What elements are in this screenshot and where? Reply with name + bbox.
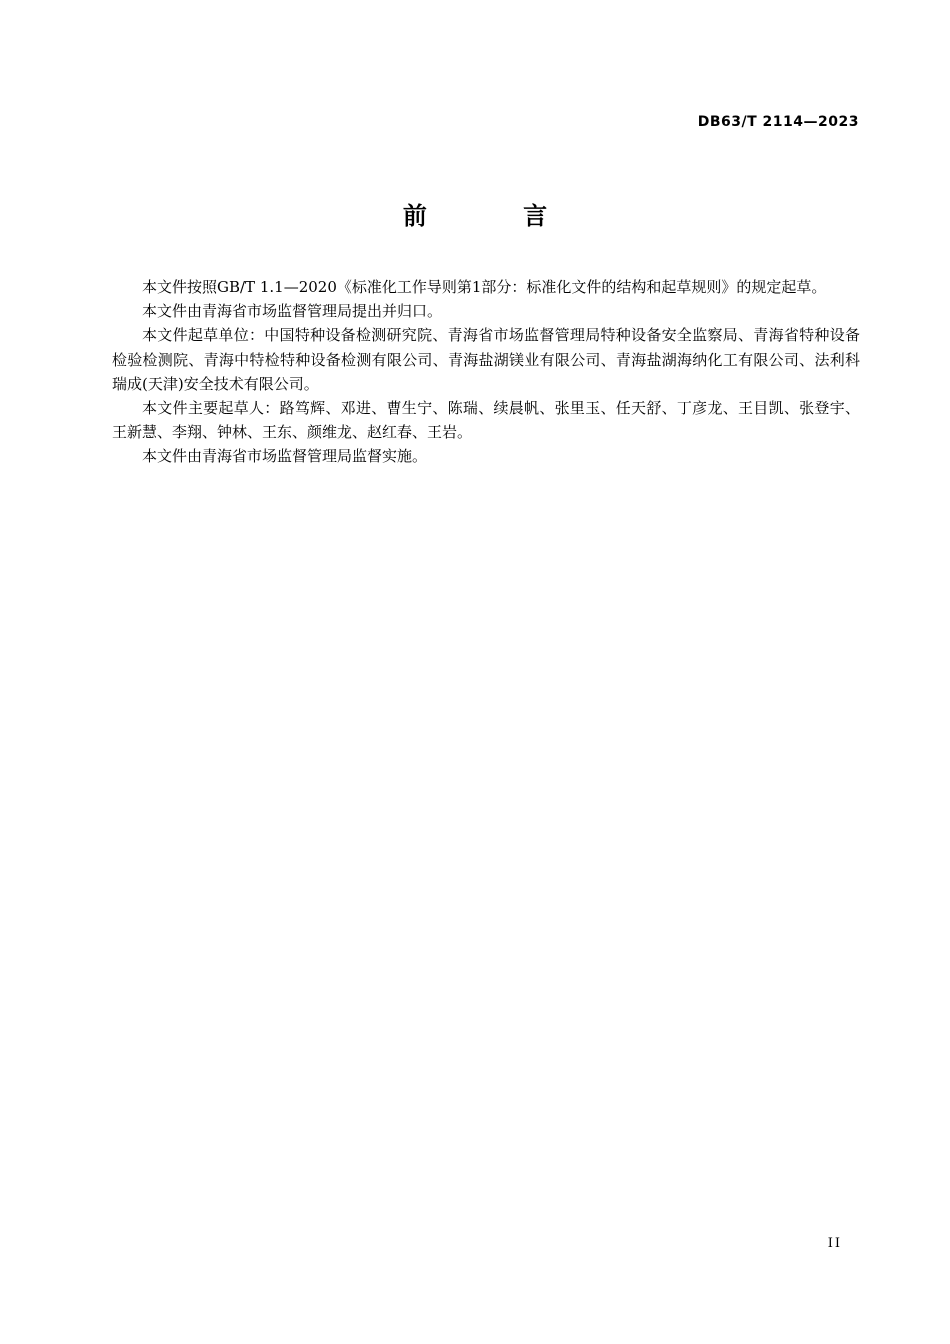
paragraph-drafting-rules: 本文件按照GB/T 1.1—2020《标准化工作导则第1部分：标准化文件的结构和起草规则》的规定起草。 <box>142 278 827 296</box>
page-title: 前 言 <box>402 202 592 230</box>
paragraph-drafting-units: 本文件起草单位：中国特种设备检测研究院、青海省市场监督管理局特种设备安全监察局、青海省特种设备检验检测院、青海中特检特种设备检测有限公司、青海盐湖镁业有限公司、青海盐湖海纳化工有限公司、法利科瑞成(天津)安全技术有限公司。 <box>112 326 860 393</box>
document-code: DB63/T 2114—2023 <box>697 114 859 130</box>
paragraph-implementation: 本文件由青海省市场监督管理局监督实施。 <box>142 447 428 466</box>
foreword-body <box>112 275 860 469</box>
paragraph-proposer: 本文件由青海省市场监督管理局提出并归口。 <box>142 302 443 321</box>
paragraph-drafters: 本文件主要起草人：路笃辉、邓进、曹生宁、陈瑞、续晨帆、张里玉、任天舒、丁彦龙、王目凯、张登宇、王新慧、李翔、钟林、王东、颜维龙、赵红春、王岩。 <box>112 399 860 442</box>
page-number: II <box>827 1236 842 1251</box>
